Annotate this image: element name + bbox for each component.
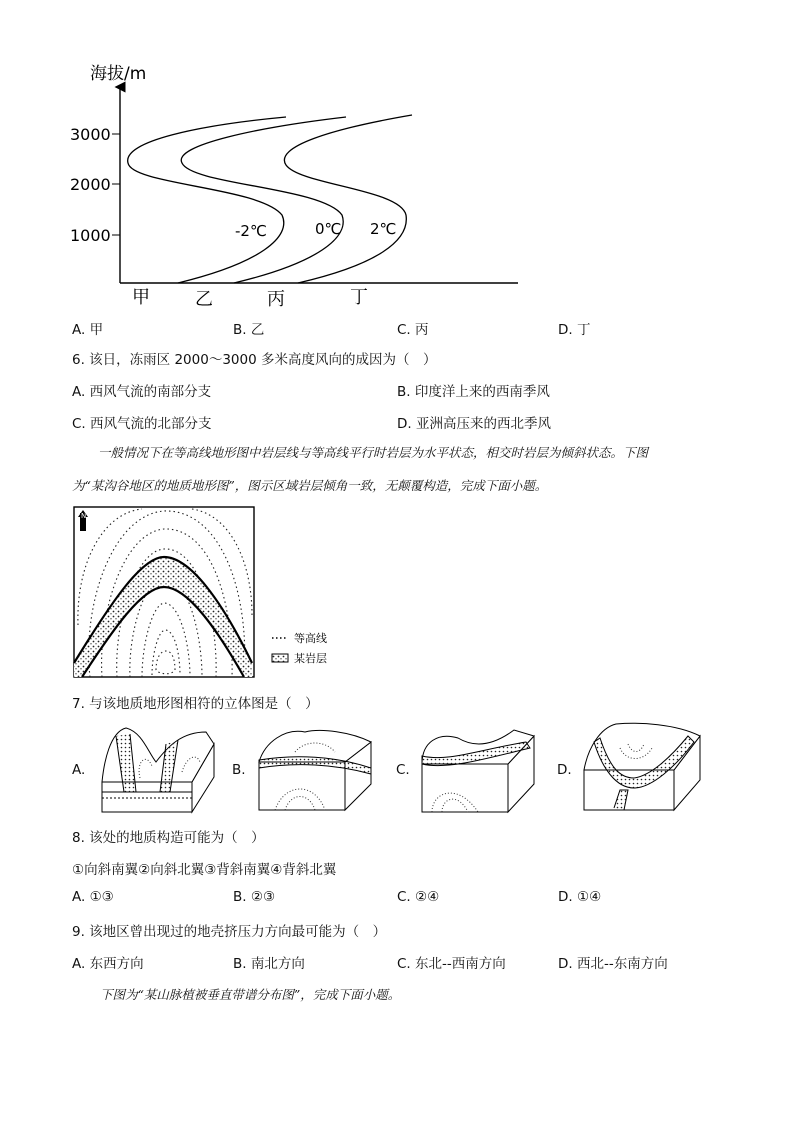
isotherm-curve-minus2	[128, 117, 286, 283]
q8-option-d: D. ①④	[558, 889, 602, 905]
block-diagram-c	[418, 722, 540, 814]
location-label-bing: 丙	[267, 289, 285, 310]
q7-stem: 7. 与该地质地形图相符的立体图是（ ）	[72, 696, 319, 712]
block-diagram-d	[580, 718, 704, 814]
block-diagram-a	[96, 722, 218, 814]
q7-label-b: B.	[232, 762, 246, 778]
q8-choices: ①向斜南翼②向斜北翼③背斜南翼④背斜北翼	[72, 862, 337, 878]
north-label: N	[81, 512, 87, 520]
location-label-ding: 丁	[350, 287, 368, 308]
intro-paragraph-line2: 为“某沟谷地区的地质地形图”，图示区域岩层倾角一致，无颠覆构造，完成下面小题。	[72, 478, 548, 493]
intro2-paragraph: 下图为“某山脉植被垂直带谱分布图”，完成下面小题。	[100, 987, 401, 1002]
q5-option-b: B. 乙	[233, 322, 265, 338]
q9-option-a: A. 东西方向	[72, 956, 144, 972]
legend-contour-label: 等高线	[294, 632, 327, 645]
legend-rock-symbol	[272, 654, 288, 662]
q7-label-a: A.	[72, 762, 86, 778]
q7-label-c: C.	[396, 762, 410, 778]
q6-stem: 6. 该日，冻雨区 2000～3000 多米高度风向的成因为（ ）	[72, 352, 437, 368]
q8-option-b: B. ②③	[233, 889, 276, 905]
isotherm-label-0: 0℃	[315, 220, 342, 238]
geologic-map-figure	[72, 505, 342, 680]
q6-option-d: D. 亚洲高压来的西北季风	[397, 416, 551, 432]
q8-stem: 8. 该处的地质构造可能为（ ）	[72, 830, 265, 846]
location-label-jia: 甲	[132, 287, 150, 308]
q5-option-d: D. 丁	[558, 322, 591, 338]
q6-option-c: C. 西风气流的北部分支	[72, 416, 212, 432]
q8-option-c: C. ②④	[397, 889, 440, 905]
q9-stem: 9. 该地区曾出现过的地壳挤压力方向最可能为（ ）	[72, 924, 387, 940]
intro-paragraph-line1: 一般情况下在等高线地形图中岩层线与等高线平行时岩层为水平状态，相交时岩层为倾斜状态。下图	[98, 445, 649, 460]
isotherm-altitude-figure	[60, 55, 540, 310]
isotherm-label-2: 2℃	[370, 220, 397, 238]
q6-option-b: B. 印度洋上来的西南季风	[397, 384, 550, 400]
map-frame	[74, 507, 254, 677]
legend-rock-label: 某岩层	[294, 652, 327, 665]
isotherm-curve-0	[181, 117, 346, 283]
q7-label-d: D.	[557, 762, 572, 778]
tick-label-2000: 2000	[70, 175, 111, 194]
q9-option-d: D. 西北--东南方向	[558, 956, 668, 972]
isotherm-label-minus2: -2℃	[235, 222, 267, 240]
q8-option-a: A. ①③	[72, 889, 114, 905]
tick-label-1000: 1000	[70, 226, 111, 245]
y-axis-label: 海拔/m	[90, 64, 147, 84]
q5-option-a: A. 甲	[72, 322, 104, 338]
q5-option-c: C. 丙	[397, 322, 429, 338]
tick-label-3000: 3000	[70, 125, 111, 144]
q9-option-c: C. 东北--西南方向	[397, 956, 506, 972]
block-diagram-b	[255, 722, 377, 814]
location-label-yi: 乙	[195, 289, 213, 310]
q6-option-a: A. 西风气流的南部分支	[72, 384, 212, 400]
isotherm-curve-2	[284, 115, 412, 283]
q9-option-b: B. 南北方向	[233, 956, 305, 972]
